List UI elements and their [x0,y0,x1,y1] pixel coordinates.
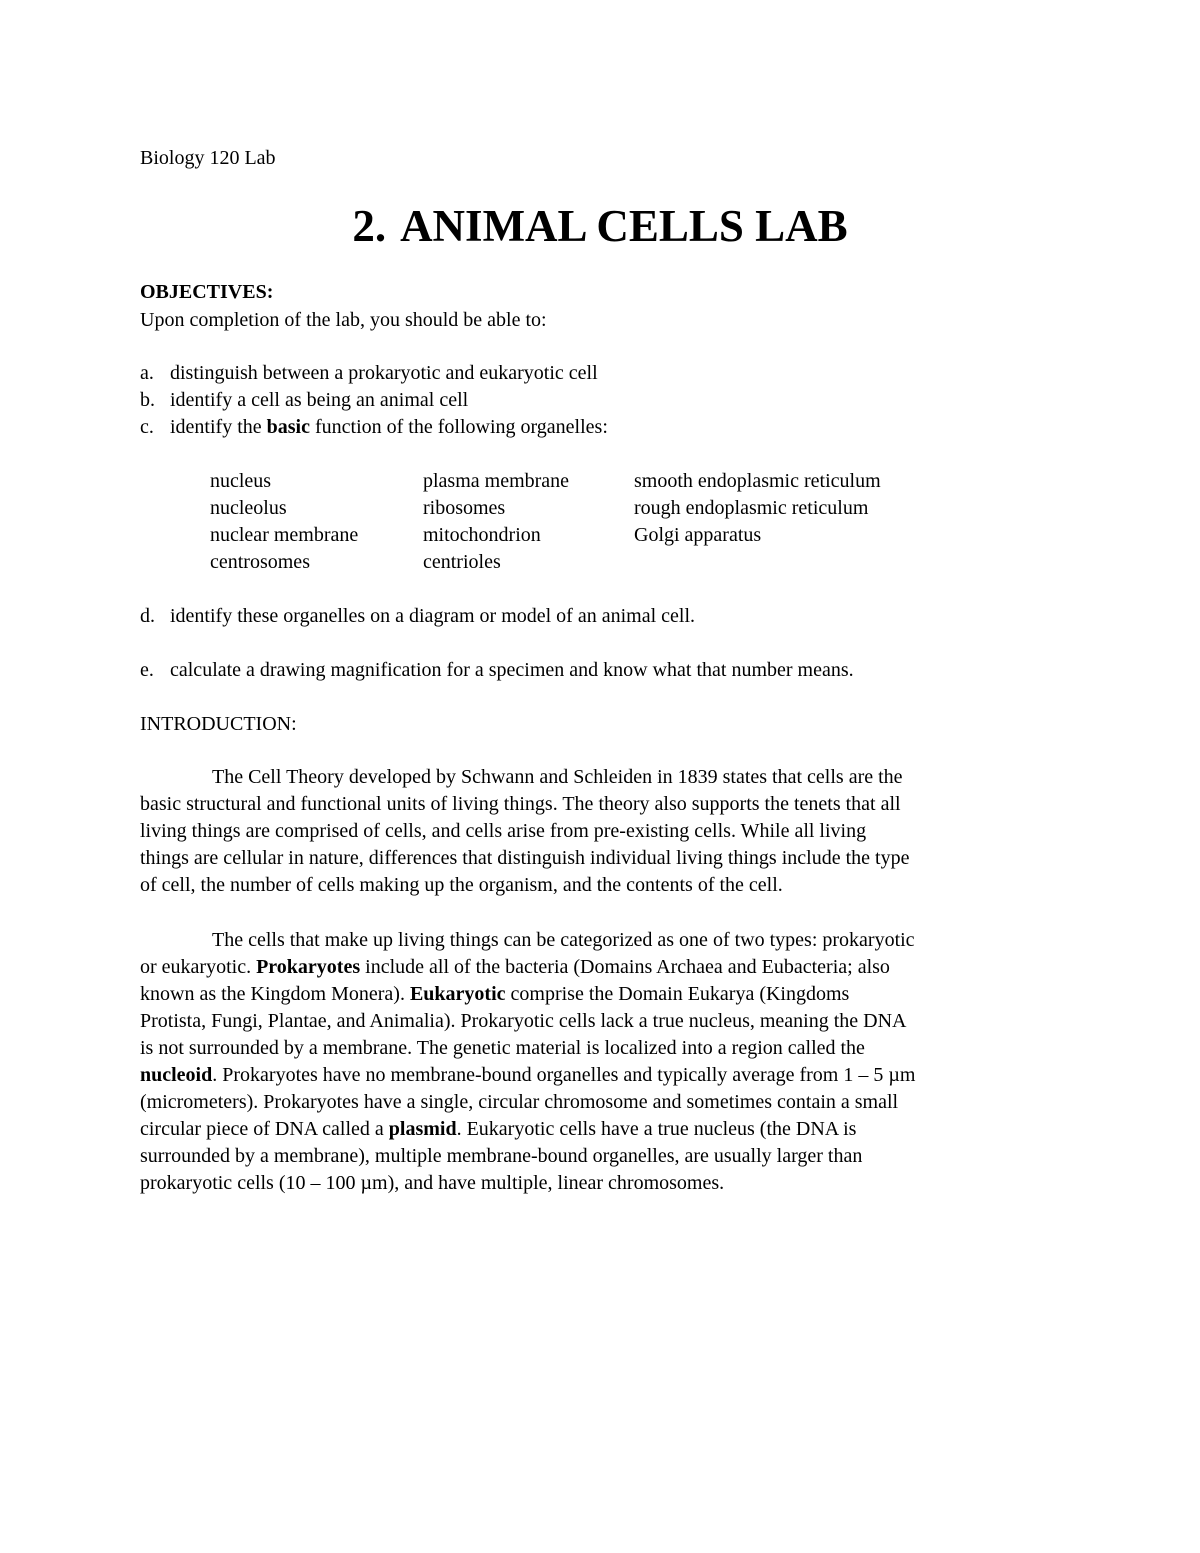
page-title [0,199,1200,253]
objectives-heading: OBJECTIVES: [140,281,274,303]
objective-text: distinguish between a prokaryotic and eukaryotic cell [170,362,598,384]
objective-text-before: identify the [170,416,267,438]
objective-item-d [140,603,695,629]
course-label: Biology 120 Lab [140,147,276,169]
objective-letter: b. [140,389,155,411]
organelle-item: centrosomes [210,551,310,573]
organelle-item: centrioles [423,551,501,573]
organelle-item: nucleolus [210,497,287,519]
paragraph-line: known as the Kingdom Monera). Eukaryotic comprise the Domain Eukarya (Kingdoms [140,983,850,1005]
title-number: 2. [352,201,387,251]
introduction-paragraph-2 [140,927,1080,1197]
objective-letter: a. [140,362,154,384]
term-prokaryotes: Prokaryotes [256,956,361,978]
paragraph-line: or eukaryotic. Prokaryotes include all of the bacteria (Domains Archaea and Eubacteria; also [140,956,890,978]
term-nucleoid: nucleoid [140,1064,213,1086]
organelle-column-2 [423,468,569,576]
organelle-item: smooth endoplasmic reticulum [634,470,881,492]
paragraph-line: of cell, the number of cells making up the organism, and the contents of the cell. [140,874,783,896]
organelle-item: plasma membrane [423,470,570,492]
term-eukaryotic: Eukaryotic [409,983,506,1005]
objective-text-after: function of the following organelles: [309,416,608,438]
organelle-item: Golgi apparatus [634,524,762,546]
organelle-item: nuclear membrane [210,524,359,546]
objectives-intro: Upon completion of the lab, you should be able to: [140,309,547,331]
objective-item-c [140,414,608,440]
objective-letter: e. [140,659,154,681]
paragraph-line: (micrometers). Prokaryotes have a single, circular chromosome and sometimes contain a small [140,1091,899,1113]
organelle-item: ribosomes [423,497,506,519]
objective-item-a [140,360,598,386]
paragraph-line: is not surrounded by a membrane. The genetic material is localized into a region called the [140,1037,865,1059]
organelle-column-3 [634,468,881,549]
objective-item-e [140,657,854,683]
paragraph-line: circular piece of DNA called a plasmid. Eukaryotic cells have a true nucleus (the DNA is [140,1118,857,1140]
organelle-item: mitochondrion [423,524,541,546]
paragraph-line: basic structural and functional units of living things. The theory also supports the tenets that all [140,793,901,815]
paragraph-line: Protista, Fungi, Plantae, and Animalia). Prokaryotic cells lack a true nucleus, meaning the DNA [140,1010,907,1032]
paragraph-line: surrounded by a membrane), multiple membrane-bound organelles, are usually larger than [140,1145,863,1167]
paragraph-line: prokaryotic cells (10 – 100 µm), and have multiple, linear chromosomes. [140,1172,725,1194]
organelle-item: nucleus [210,470,272,492]
term-plasmid: plasmid [388,1118,457,1140]
introduction-paragraph-1 [140,764,1080,899]
paragraph-line: nucleoid. Prokaryotes have no membrane-bound organelles and typically average from 1 – 5 µm [140,1064,916,1086]
objective-text: identify a cell as being an animal cell [170,389,469,411]
objective-item-b [140,387,468,413]
paragraph-line: The Cell Theory developed by Schwann and Schleiden in 1839 states that cells are the [212,766,903,788]
introduction-heading: INTRODUCTION: [140,713,297,735]
objective-text: identify these organelles on a diagram or model of an animal cell. [170,605,696,627]
organelle-item: rough endoplasmic reticulum [634,497,869,519]
paragraph-line: The cells that make up living things can be categorized as one of two types: prokaryotic [212,929,915,951]
paragraph-line: things are cellular in nature, differences that distinguish individual living things include the type [140,847,910,869]
objective-text: calculate a drawing magnification for a specimen and know what that number means. [170,659,854,681]
objective-letter: c. [140,416,154,438]
paragraph-line: living things are comprised of cells, and cells arise from pre-existing cells. While all living [140,820,867,842]
title-text: ANIMAL CELLS LAB [400,201,848,251]
objective-bold-word: basic [266,416,310,438]
organelle-column-1 [210,468,358,576]
objective-letter: d. [140,605,155,627]
